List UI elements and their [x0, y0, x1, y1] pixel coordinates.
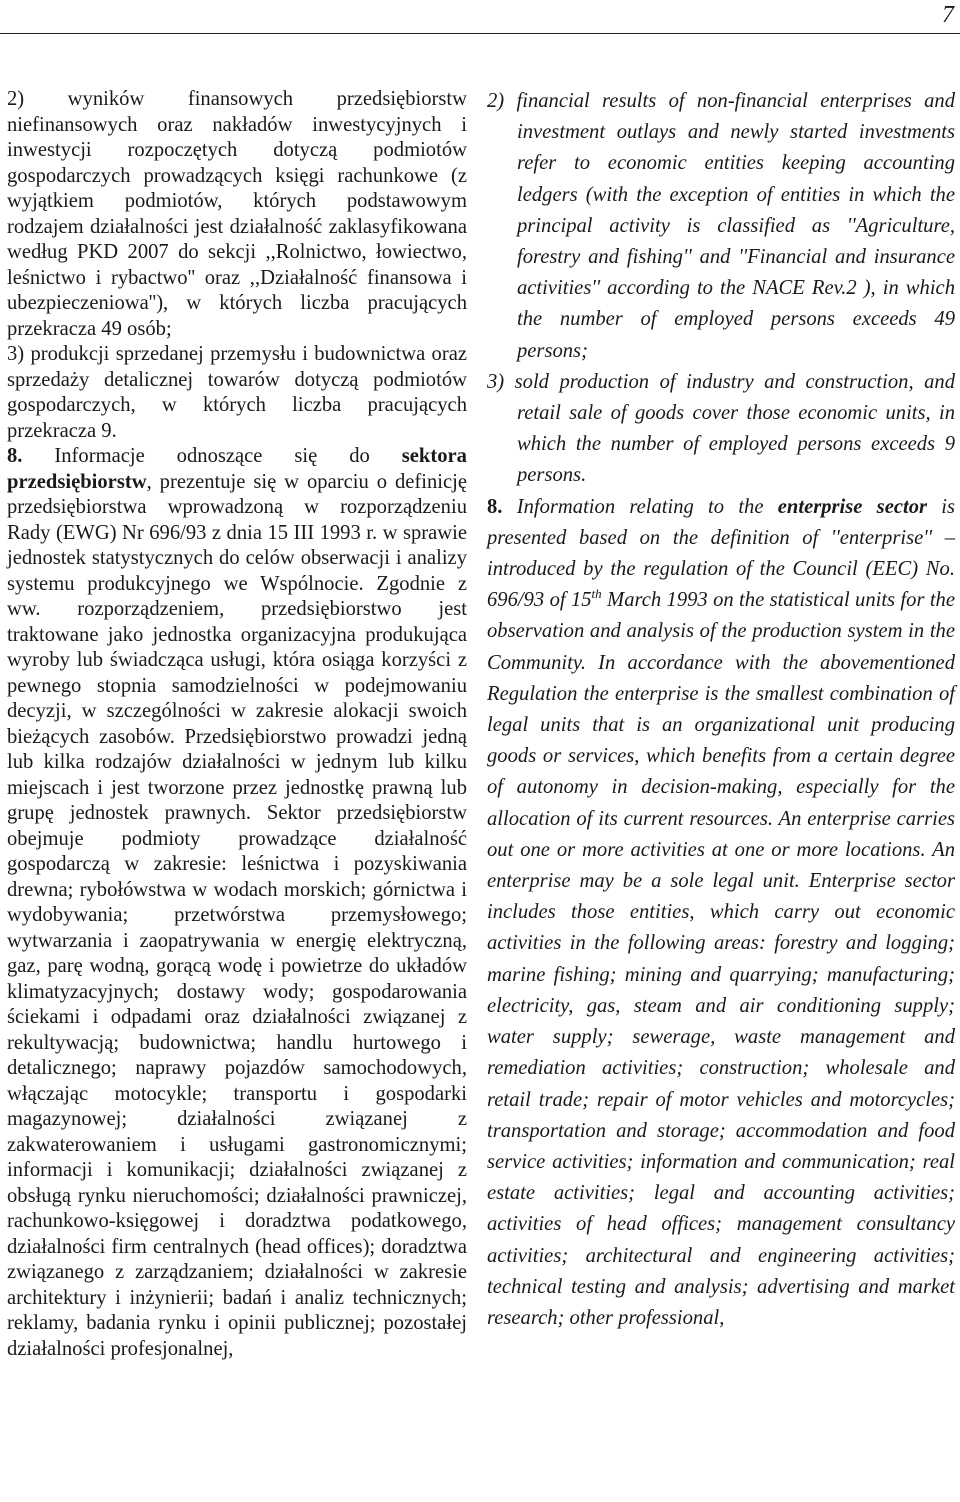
polish-paragraph-8-body: , prezentuje się w oparciu o definicję przedsiębiorstwa wprowadzoną w rozporządzeniu Rady (EWG) Nr 696/93 z dnia 15 III 1993 r. w sprawie jednostek statystycznych do celów obserwacji i analizy systemu produkcyjnego we Wspólnocie. Zgodnie z ww. rozporządzeniem, przedsiębiorstwo jest traktowane jako jednostka organizacyjna produkująca wyroby lub świadcząca usługi, która osiąga korzyści z pewnego stopnia samodzielności w podejmowaniu decyzji, w szczególności w zakresie alokacji swoich bieżących zasobów. Przedsiębiorstwo prowadzi jedną lub kilka rodzajów działalności w jednym lub kilku miejscach i jest tworzone przez jednostkę prawną lub grupę jednostek prawnych. Sektor przedsiębiorstw obejmuje podmioty prowadzące działalność gospodarczą w zakresie: leśnictwa i pozyskiwania drewna; rybołówstwa w wodach morskich; górnictwa i wydobywania; przetwórstwa przemysłowego; wytwarzania i zaopatrywania w energię elektryczną, gaz, parę wodną, gorącą wodę i powietrze do układów klimatyzacyjnych; dostawy wody; gospodarowania ściekami i odpadami oraz działalności związanej z rekultywacją; budownictwa; handlu hurtowego i detalicznego; naprawy pojazdów samochodowych, włączając motocykle; transportu i gospodarki magazynowej; działalności związanej z zakwaterowaniem i usługami gastronomicznymi; informacji i komunikacji; działalności związanej z obsługą rynku nieruchomości; działalności prawniczej, rachunkowo-księgowej i doradztwa podatkowego, działalności firm centralnych (head offices); doradztwa związanego z zarządzaniem; działalności w zakresie architektury i inżynierii; badań i analiz technicznych; reklamy, badania rynku i opinii publicznej; pozostałej działalności profesjonalnej, [7, 470, 467, 1360]
polish-paragraph-8 [7, 444, 467, 1362]
english-paragraph-8-intro: Information relating to the [516, 495, 764, 518]
english-keyword: enterprise sector [777, 495, 928, 518]
english-column [487, 86, 955, 1334]
polish-column [7, 87, 467, 1362]
polish-paragraph-8-intro: Informacje odnoszące się do [54, 445, 370, 467]
polish-keyword: sektora przedsiębiorstw [7, 445, 467, 493]
english-superscript: th [591, 586, 602, 602]
page-number: 7 [942, 2, 954, 28]
english-item-2: 2) financial results of non-financial enterprises and investment outlays and newly started investments refer to economic entities keeping accounting ledgers (with the exception of entities in which the principal activity is classified as ''Agriculture, forestry and fishing'' and ''Financial and insurance activities'' according to the NACE Rev.2 ), in which the number of employed persons exceeds 49 persons; [487, 90, 955, 362]
english-item-3: 3) sold production of industry and construction, and retail sale of goods cover those economic units, in which the number of employed persons exceeds 9 persons. [487, 370, 955, 487]
english-paragraph-8-rest: March 1993 on the statistical units for the observation and analysis of the production system in the Community. In accordance with the abovementioned Regulation the enterprise is the smallest combination of legal units that is an organizational unit producing goods or services, which benefits from a certain degree of autonomy in decision-making, especially for the allocation of its current resources. An enterprise carries out one or more activities at one or more locations. An enterprise may be a sole legal unit. Enterprise sector includes those entities, which carry out economic activities in the following areas: forestry and logging; marine fishing; mining and quarrying; manufacturing; electricity, gas, steam and air conditioning supply; water supply; sewerage, waste management and remediation activities; construction; wholesale and retail trade; repair of motor vehicles and motorcycles; transportation and storage; accommodation and food service activities; information and communication; real estate activities; legal and accounting activities; activities of head offices; management consultancy activities; architectural and engineering activities; technical testing and analysis; advertising and market research; other professional, [487, 589, 955, 1329]
header-rule [0, 33, 960, 34]
polish-item-3: 3) produkcji sprzedanej przemysłu i budownictwa oraz sprzedaży detalicznej towarów dotyczą podmiotów gospodarczych, w których liczba pracujących przekracza 9. [7, 343, 467, 442]
polish-item-2: 2) wyników finansowych przedsiębiorstw niefinansowych oraz nakładów inwestycyjnych i inwestycji rozpoczętych dotyczą podmiotów gospodarczych prowadzących księgi rachunkowe (z wyjątkiem podmiotów, których podstawowym rodzajem działalności jest działalność zaklasyfikowana według PKD 2007 do sekcji ,,Rolnictwo, łowiectwo, leśnictwo i rybactwo'' oraz ,,Działalność finansowa i ubezpieczeniowa''), w których liczba pracujących przekracza 49 osób; [7, 88, 467, 340]
english-paragraph-8 [487, 492, 955, 1334]
english-paragraph-number: 8. [487, 495, 503, 518]
english-paragraph-8-body: is presented based on the definition of ''enterprise'' – introduced by the regulation of the Council (EEC) No. 696/93 of 15 [487, 495, 956, 612]
polish-paragraph-number: 8. [7, 445, 23, 467]
